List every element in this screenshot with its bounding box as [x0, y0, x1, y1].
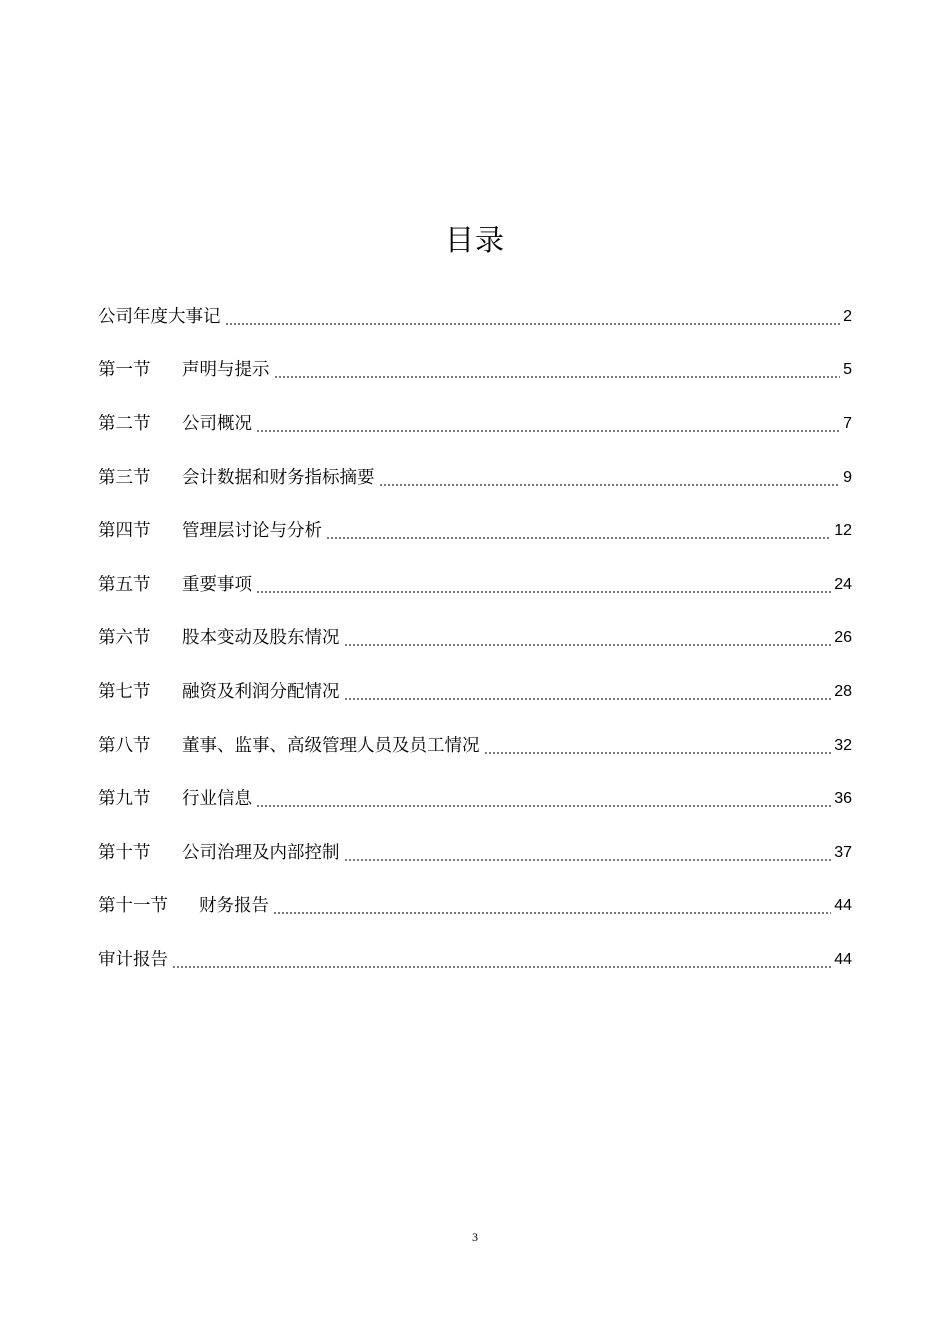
- toc-entry-page: 28: [834, 682, 852, 700]
- toc-entry-label: 公司概况: [182, 413, 252, 434]
- page-number: 3: [472, 1230, 478, 1244]
- toc-entry-page: 44: [834, 897, 852, 915]
- toc-entry-section-3[interactable]: [98, 451, 852, 505]
- toc-entry-page: 2: [843, 307, 852, 325]
- toc-title: 目录: [444, 223, 505, 257]
- toc-leader-dots: [274, 376, 841, 378]
- toc-entry-page: 36: [834, 790, 852, 808]
- toc-entry-section-7[interactable]: [98, 665, 852, 719]
- toc-entry-section-11[interactable]: [98, 880, 852, 934]
- toc-entry-page: 7: [843, 414, 852, 432]
- toc-entry-label: 重要事项: [182, 574, 252, 595]
- toc-entry-label: 管理层讨论与分析: [182, 521, 322, 542]
- toc-leader-dots: [484, 752, 832, 754]
- toc-entry-page: 24: [834, 575, 852, 593]
- toc-entry-label: 会计数据和财务指标摘要: [182, 467, 375, 488]
- toc-entry-label: 声明与提示: [182, 360, 270, 381]
- toc-entry-section: 第五节: [98, 574, 151, 595]
- toc-entry-section-6[interactable]: [98, 612, 852, 666]
- toc-entry-label: 财务报告: [199, 896, 269, 917]
- toc-leader-dots: [256, 591, 831, 593]
- toc-entry-section: 第十节: [98, 842, 151, 863]
- toc-leader-dots: [344, 644, 832, 646]
- toc-entry-section-4[interactable]: [98, 504, 852, 558]
- toc-entry-label: 融资及利润分配情况: [182, 681, 340, 702]
- toc-entry-label: 公司年度大事记: [98, 306, 221, 327]
- toc-entry-page: 12: [834, 522, 852, 540]
- toc-entry-page: 26: [834, 629, 852, 647]
- toc-leader-dots: [379, 484, 841, 486]
- toc-entry-annual-events[interactable]: [98, 290, 852, 344]
- toc-entry-page: 9: [843, 468, 852, 486]
- toc-entry-label: 股本变动及股东情况: [182, 628, 340, 649]
- toc-leader-dots: [256, 430, 840, 432]
- toc-entry-section: 第七节: [98, 681, 151, 702]
- toc-entry-section: 第一节: [98, 360, 151, 381]
- toc-entry-page: 5: [843, 361, 852, 379]
- toc-entry-label: 董事、监事、高级管理人员及员工情况: [182, 735, 480, 756]
- toc-leader-dots: [344, 698, 832, 700]
- toc-entry-section: 第二节: [98, 413, 151, 434]
- toc-entry-section-9[interactable]: [98, 772, 852, 826]
- toc-entry-page: 32: [834, 736, 852, 754]
- toc-entry-audit-report[interactable]: [98, 933, 852, 987]
- toc-entry-page: 37: [834, 843, 852, 861]
- toc-leader-dots: [172, 966, 831, 968]
- toc-list: [98, 290, 852, 987]
- toc-entry-label: 公司治理及内部控制: [182, 842, 340, 863]
- toc-entry-section-8[interactable]: [98, 719, 852, 773]
- toc-entry-label: 审计报告: [98, 949, 168, 970]
- toc-entry-section-2[interactable]: [98, 397, 852, 451]
- toc-leader-dots: [256, 805, 831, 807]
- toc-entry-section-1[interactable]: [98, 344, 852, 398]
- toc-leader-dots: [273, 912, 831, 914]
- toc-entry-section: 第三节: [98, 467, 151, 488]
- toc-entry-section-5[interactable]: [98, 558, 852, 612]
- toc-entry-section: 第八节: [98, 735, 151, 756]
- toc-entry-section: 第六节: [98, 628, 151, 649]
- toc-entry-page: 44: [834, 950, 852, 968]
- toc-entry-section: 第四节: [98, 521, 151, 542]
- toc-leader-dots: [225, 323, 841, 325]
- toc-entry-section-10[interactable]: [98, 826, 852, 880]
- toc-leader-dots: [344, 859, 832, 861]
- toc-entry-label: 行业信息: [182, 789, 252, 810]
- toc-entry-section: 第十一节: [98, 896, 168, 917]
- toc-leader-dots: [326, 537, 831, 539]
- toc-entry-section: 第九节: [98, 789, 151, 810]
